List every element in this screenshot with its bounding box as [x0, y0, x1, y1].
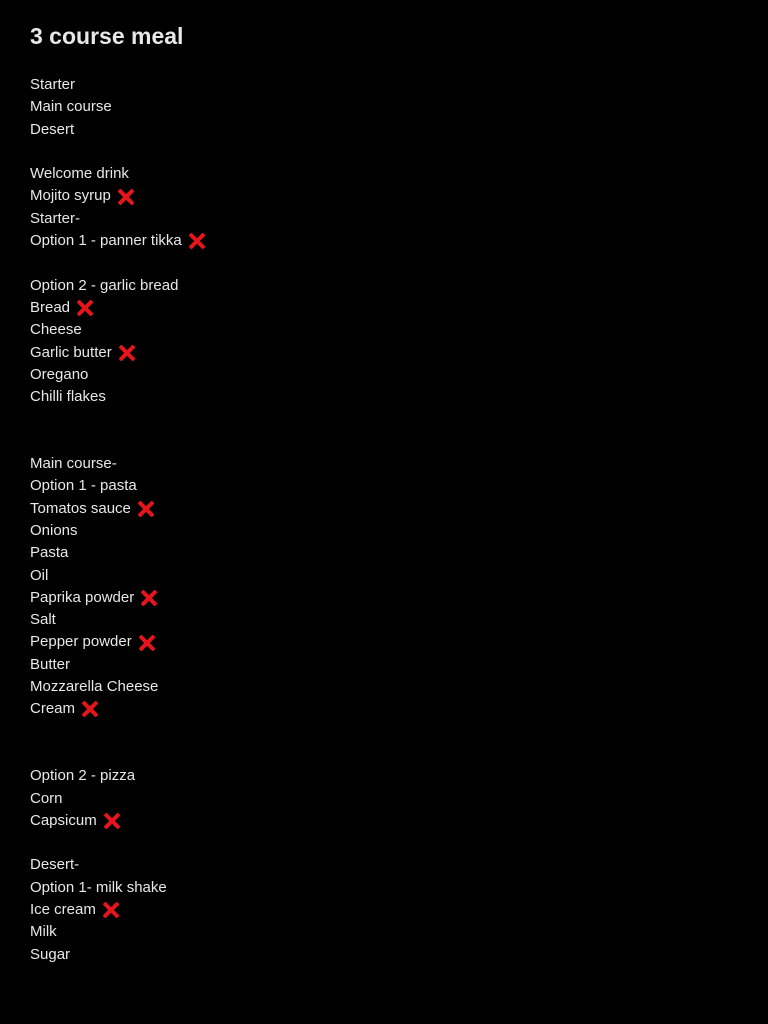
- note-line-text: Pasta: [30, 544, 69, 562]
- note-line[interactable]: [30, 609, 730, 631]
- blank-line[interactable]: [30, 431, 730, 453]
- note-line-text: Starter: [30, 76, 76, 93]
- note-line[interactable]: [30, 765, 730, 787]
- note-line-text: Cheese: [30, 321, 82, 339]
- cross-mark-icon: [81, 700, 99, 718]
- note-line[interactable]: [30, 498, 730, 520]
- note-line-text: Pepper powder: [30, 633, 132, 651]
- blank-line[interactable]: [30, 408, 730, 430]
- note-line[interactable]: [30, 74, 730, 96]
- note-line-text: Main course: [30, 98, 112, 116]
- note-line[interactable]: [30, 163, 730, 185]
- note-line[interactable]: [30, 654, 730, 676]
- note-line-text: Capsicum: [30, 811, 97, 829]
- note-line[interactable]: [30, 944, 730, 966]
- note-line-text: Mozzarella Cheese: [30, 678, 159, 696]
- note-line-text: Option 2 - pizza: [30, 767, 136, 785]
- note-line-text: Option 1- milk shake: [30, 878, 167, 896]
- note-lines[interactable]: [30, 74, 730, 966]
- note-line[interactable]: [30, 921, 730, 943]
- note-line[interactable]: [30, 698, 730, 720]
- note-line[interactable]: [30, 185, 730, 207]
- note-line-text: Starter-: [30, 209, 81, 227]
- note-line-text: Mojito syrup: [30, 187, 111, 205]
- note-line[interactable]: [30, 854, 730, 876]
- note-line-text: Garlic butter: [30, 343, 112, 361]
- note-line-text: Paprika powder: [30, 588, 135, 606]
- blank-line[interactable]: [30, 721, 730, 743]
- blank-line[interactable]: [30, 832, 730, 854]
- note-line[interactable]: [30, 275, 730, 297]
- note-line[interactable]: [30, 297, 730, 319]
- cross-mark-icon: [188, 232, 206, 250]
- note-line[interactable]: [30, 386, 730, 408]
- note-line[interactable]: [30, 899, 730, 921]
- cross-mark-icon: [76, 299, 94, 317]
- note-line-text: Main course-: [30, 455, 117, 473]
- note-line[interactable]: [30, 520, 730, 542]
- note-line-text: Sugar: [30, 945, 71, 963]
- blank-line[interactable]: [30, 743, 730, 765]
- note-title[interactable]: 3 course meal: [30, 23, 184, 49]
- note-line[interactable]: [30, 96, 730, 118]
- note-line[interactable]: [30, 810, 730, 832]
- blank-line[interactable]: [30, 252, 730, 274]
- cross-mark-icon: [102, 901, 120, 919]
- note-line[interactable]: [30, 364, 730, 386]
- cross-mark-icon: [138, 634, 156, 652]
- note-line-text: Butter: [30, 655, 71, 673]
- note-line-text: Tomatos sauce: [30, 499, 131, 517]
- note-line-text: Salt: [30, 611, 56, 629]
- note-line-text: Corn: [30, 789, 63, 807]
- note-line[interactable]: [30, 208, 730, 230]
- note-line-text: Onions: [30, 521, 78, 539]
- note-line[interactable]: [30, 319, 730, 341]
- cross-mark-icon: [137, 500, 155, 518]
- note-line[interactable]: [30, 631, 730, 653]
- note-line-text: Chilli flakes: [30, 388, 106, 406]
- cross-mark-icon: [140, 589, 158, 607]
- blank-line[interactable]: [30, 141, 730, 163]
- note-line-text: Welcome drink: [30, 165, 129, 183]
- note-line-text: Desert-: [30, 856, 80, 874]
- note-line[interactable]: [30, 475, 730, 497]
- cross-mark-icon: [103, 812, 121, 830]
- note-line-text: Bread: [30, 298, 71, 316]
- note-line[interactable]: [30, 342, 730, 364]
- note-line-text: Ice cream: [30, 900, 96, 918]
- note-line-text: Option 1 - pasta: [30, 477, 137, 495]
- note-line-text: Desert: [30, 120, 75, 138]
- note-line-text: Milk: [30, 923, 57, 941]
- note-line-text: Option 2 - garlic bread: [30, 276, 179, 294]
- note-line[interactable]: [30, 542, 730, 564]
- note-line[interactable]: [30, 230, 730, 252]
- cross-mark-icon: [117, 188, 135, 206]
- note-line[interactable]: [30, 788, 730, 810]
- note-line-text: Cream: [30, 700, 76, 718]
- note-line-text: Oregano: [30, 365, 89, 383]
- note-line[interactable]: [30, 453, 730, 475]
- note-line[interactable]: [30, 565, 730, 587]
- note-line[interactable]: [30, 877, 730, 899]
- note-line[interactable]: [30, 676, 730, 698]
- note-line[interactable]: [30, 119, 730, 141]
- cross-mark-icon: [118, 344, 136, 362]
- note-line-text: Oil: [30, 566, 49, 584]
- note-line-text: Option 1 - panner tikka: [30, 232, 182, 250]
- note-line[interactable]: [30, 587, 730, 609]
